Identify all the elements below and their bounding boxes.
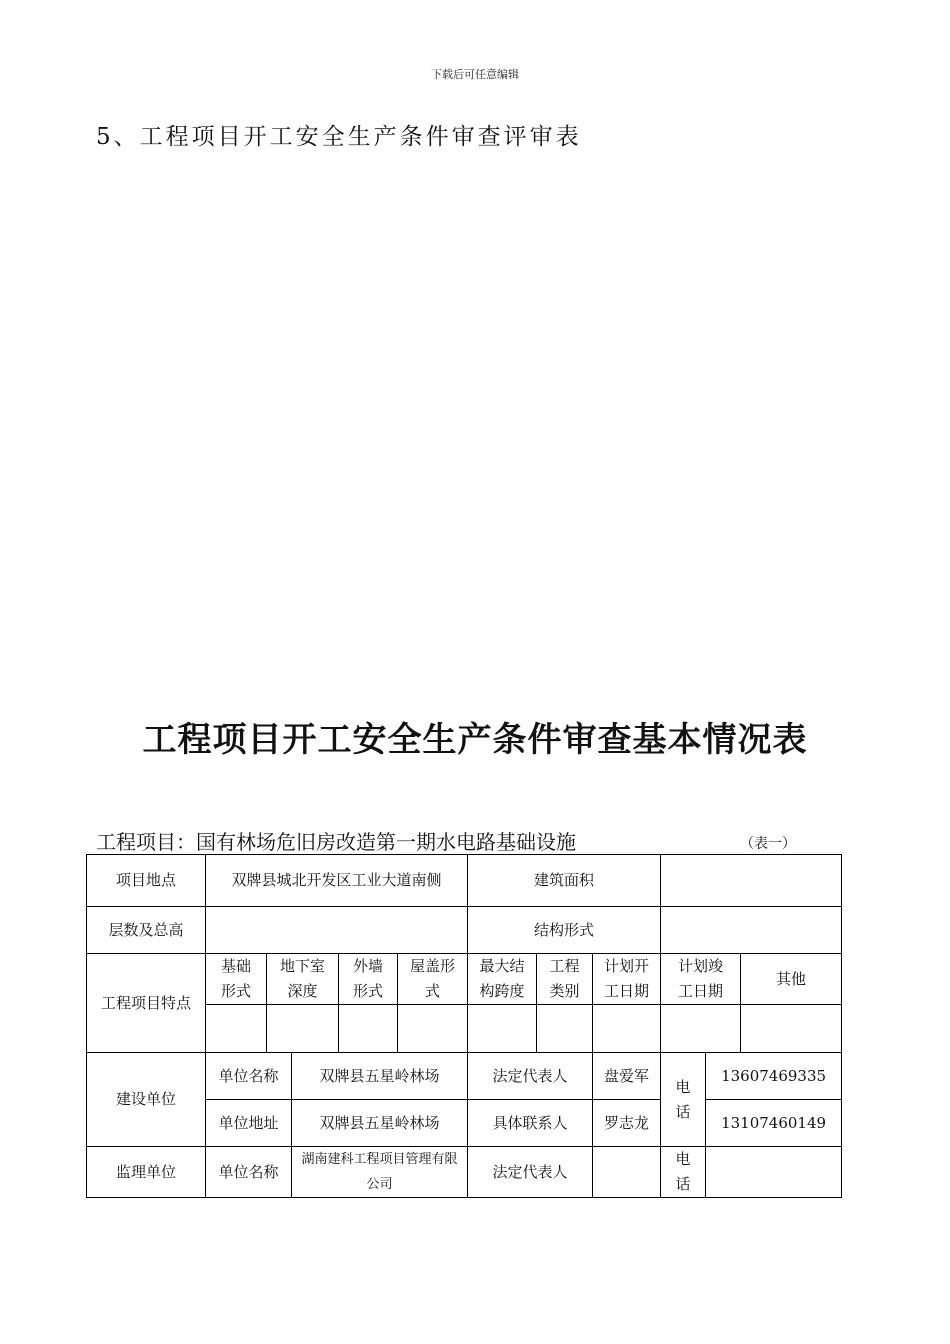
- feature-cell: [267, 1005, 339, 1053]
- table-row: [87, 855, 842, 907]
- feature-header: 计划开工日期: [593, 954, 661, 1005]
- builder-addr: 双牌县五星岭林场: [292, 1100, 468, 1147]
- supervisor-legal: [593, 1147, 661, 1198]
- supervisor-phone-label: 电话: [661, 1147, 706, 1198]
- builder-contact: 罗志龙: [593, 1100, 661, 1147]
- feature-header: 基础形式: [206, 954, 267, 1005]
- header-note: 下载后可任意编辑: [431, 68, 519, 81]
- builder-phone-label: 电话: [661, 1053, 706, 1147]
- features-label: 工程项目特点: [87, 954, 206, 1053]
- structure-value: [661, 907, 842, 954]
- feature-cell: [339, 1005, 398, 1053]
- area-label: 建筑面积: [468, 855, 661, 907]
- feature-cell: [468, 1005, 537, 1053]
- structure-label: 结构形式: [468, 907, 661, 954]
- builder-phone2: 13107460149: [706, 1100, 842, 1147]
- floors-value: [206, 907, 468, 954]
- builder-name-label: 单位名称: [206, 1053, 292, 1100]
- builder-contact-label: 具体联系人: [468, 1100, 593, 1147]
- builder-name: 双牌县五星岭林场: [292, 1053, 468, 1100]
- basic-info-table: [86, 854, 842, 1198]
- feature-cell: [661, 1005, 741, 1053]
- main-title: 工程项目开工安全生产条件审查基本情况表: [142, 720, 808, 760]
- supervisor-name-label: 单位名称: [206, 1147, 292, 1198]
- table-row: [87, 1147, 842, 1198]
- supervisor-phone: [706, 1147, 842, 1198]
- builder-addr-label: 单位地址: [206, 1100, 292, 1147]
- builder-label: 建设单位: [87, 1053, 206, 1147]
- feature-header: 计划竣工日期: [661, 954, 741, 1005]
- feature-header: 屋盖形式: [398, 954, 468, 1005]
- builder-legal-label: 法定代表人: [468, 1053, 593, 1100]
- feature-cell: [537, 1005, 593, 1053]
- feature-cell: [593, 1005, 661, 1053]
- feature-header: 最大结构跨度: [468, 954, 537, 1005]
- feature-header: 地下室深度: [267, 954, 339, 1005]
- section-title: 5、工程项目开工安全生产条件审查评审表: [96, 124, 582, 150]
- location-label: 项目地点: [87, 855, 206, 907]
- feature-cell: [398, 1005, 468, 1053]
- builder-legal: 盘爱军: [593, 1053, 661, 1100]
- supervisor-label: 监理单位: [87, 1147, 206, 1198]
- table-row: [87, 1053, 842, 1100]
- table-row: [87, 954, 842, 1005]
- feature-header: 工程类别: [537, 954, 593, 1005]
- table-row: [87, 907, 842, 954]
- builder-phone: 13607469335: [706, 1053, 842, 1100]
- project-line: 工程项目：国有林场危旧房改造第一期水电路基础设施: [96, 830, 576, 854]
- floors-label: 层数及总高: [87, 907, 206, 954]
- supervisor-name: 湖南建科工程项目管理有限公司: [292, 1147, 468, 1198]
- area-value: [661, 855, 842, 907]
- supervisor-legal-label: 法定代表人: [468, 1147, 593, 1198]
- feature-header: 外墙形式: [339, 954, 398, 1005]
- feature-cell: [741, 1005, 842, 1053]
- location-value: 双牌县城北开发区工业大道南侧: [206, 855, 468, 907]
- table-number: （表一）: [740, 836, 796, 852]
- feature-cell: [206, 1005, 267, 1053]
- feature-header: 其他: [741, 954, 842, 1005]
